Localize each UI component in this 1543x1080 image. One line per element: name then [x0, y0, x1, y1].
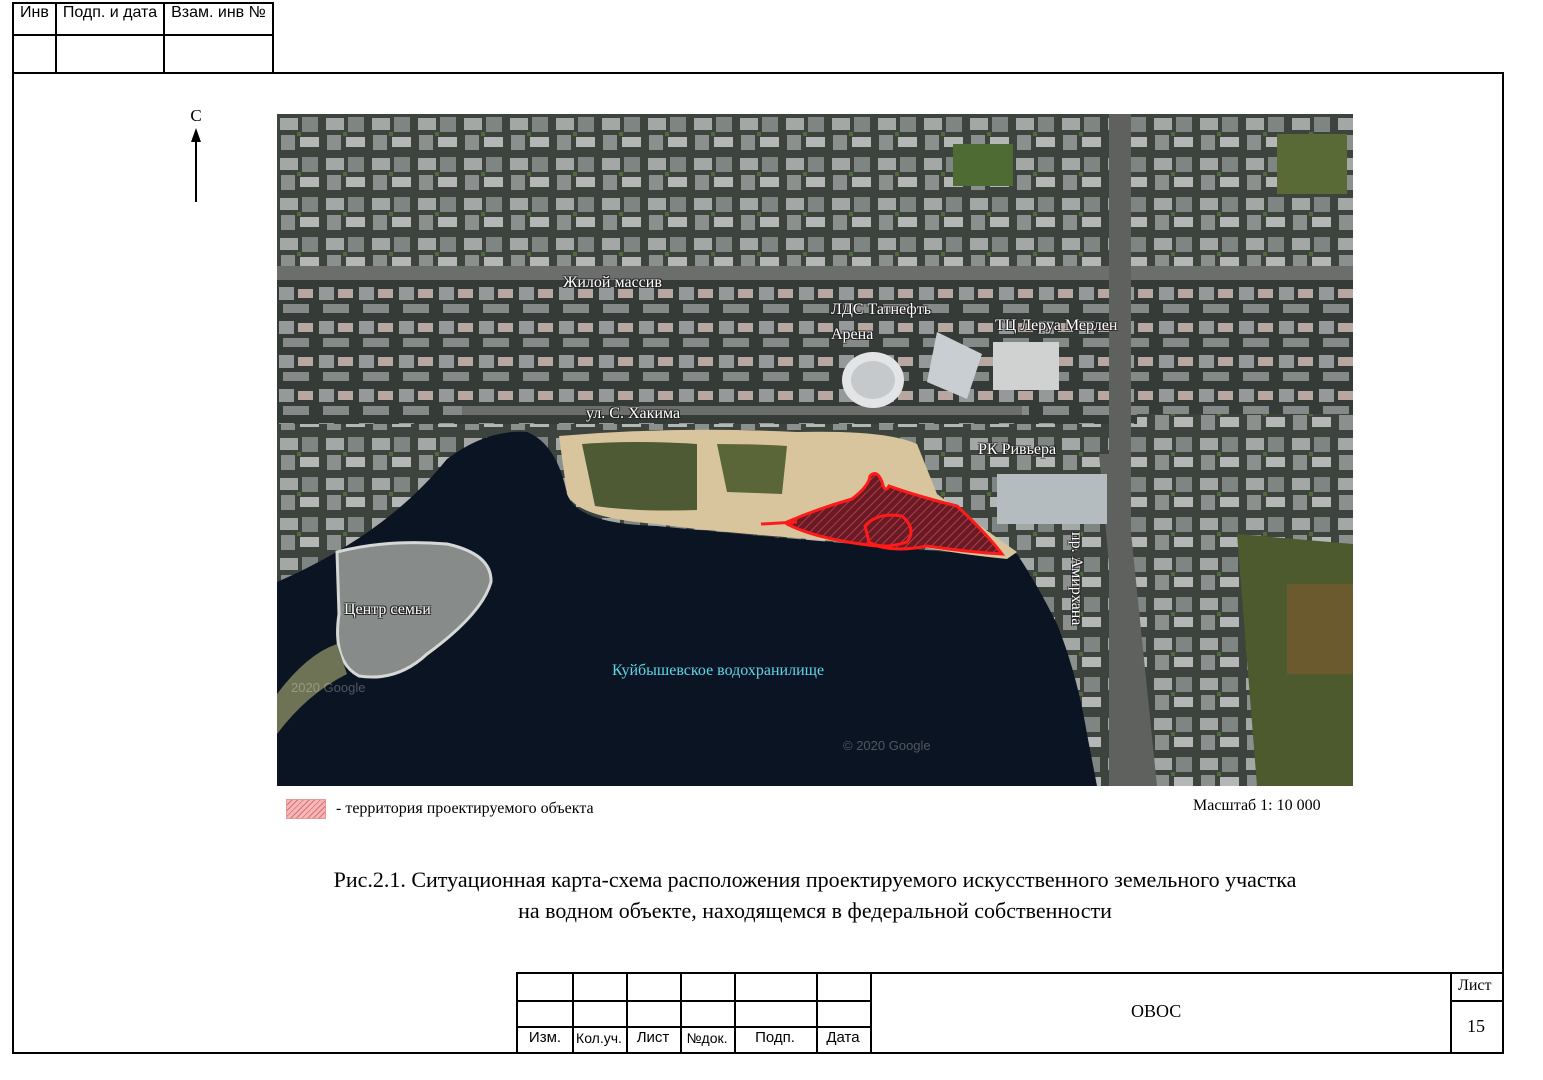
label-family-center: Центр семьи: [344, 601, 431, 618]
document-code: ОВОС: [1131, 1001, 1182, 1021]
map-watermark: © 2020 Google: [843, 738, 931, 753]
label-avenue: пр. Амирхана: [1068, 532, 1085, 626]
tb-head-signature: Подп.: [734, 1026, 818, 1054]
tb-cell: [816, 1000, 872, 1028]
stamp-header-sign-date: Подп. и дата: [56, 3, 164, 35]
caption-line-2: на водном объекте, находящемся в федеральной собственности: [518, 898, 1112, 923]
tb-cell: [518, 974, 574, 1002]
map-watermark: 2020 Google: [291, 680, 366, 695]
stamp-cell-empty: [13, 35, 56, 73]
label-arena-line1: ЛДС Татнефть: [831, 301, 932, 318]
stamp-header-replace-inv: Взам. инв №: [164, 3, 273, 35]
label-arena-line2: Арена: [831, 326, 874, 343]
tb-head-change: Изм.: [518, 1026, 574, 1054]
stamp-header-inv: Инв: [13, 3, 56, 35]
tb-cell: [680, 1000, 736, 1028]
satellite-map: [277, 114, 1353, 786]
north-label: С: [190, 106, 202, 125]
north-arrow-icon: [185, 128, 207, 203]
stamp-cell-empty: [164, 35, 273, 73]
tb-cell: [734, 974, 818, 1002]
title-block: [516, 972, 1504, 1054]
map-graphic: [277, 114, 1353, 786]
label-reservoir: Куйбышевское водохранилище: [612, 662, 825, 679]
map-scale: Масштаб 1: 10 000: [1193, 797, 1321, 814]
tb-head-date: Дата: [816, 1026, 872, 1054]
sheet-number: 15: [1467, 1016, 1485, 1036]
caption-line-1: Рис.2.1. Ситуационная карта-схема расположения проектируемого искусственного земельного участка: [333, 867, 1297, 892]
tb-head-sheet: Лист: [626, 1026, 682, 1054]
tb-cell: [816, 974, 872, 1002]
tb-cell: [572, 974, 628, 1002]
legend-text: - территория проектируемого объекта: [336, 800, 594, 817]
tb-cell: [518, 1000, 574, 1028]
tb-cell: [572, 1000, 628, 1028]
tb-cell: [680, 974, 736, 1002]
approval-stamp-table: [12, 2, 274, 74]
north-arrow: [185, 106, 207, 201]
tb-head-count: Кол.уч.: [572, 1026, 628, 1054]
label-mall: ТЦ Леруа Мерлен: [995, 317, 1118, 334]
tb-cell: [734, 1000, 818, 1028]
tb-head-doc-no: №док.: [680, 1026, 736, 1054]
label-river-complex: РК Ривьера: [978, 441, 1057, 458]
sheet-label: Лист: [1458, 977, 1492, 994]
label-residential: Жилой массив: [563, 274, 662, 291]
legend-swatch: [286, 799, 326, 819]
tb-cell: [626, 1000, 682, 1028]
figure-caption: [170, 864, 1460, 926]
label-street: ул. С. Хакима: [586, 405, 681, 422]
tb-cell: [626, 974, 682, 1002]
stamp-cell-empty: [56, 35, 164, 73]
